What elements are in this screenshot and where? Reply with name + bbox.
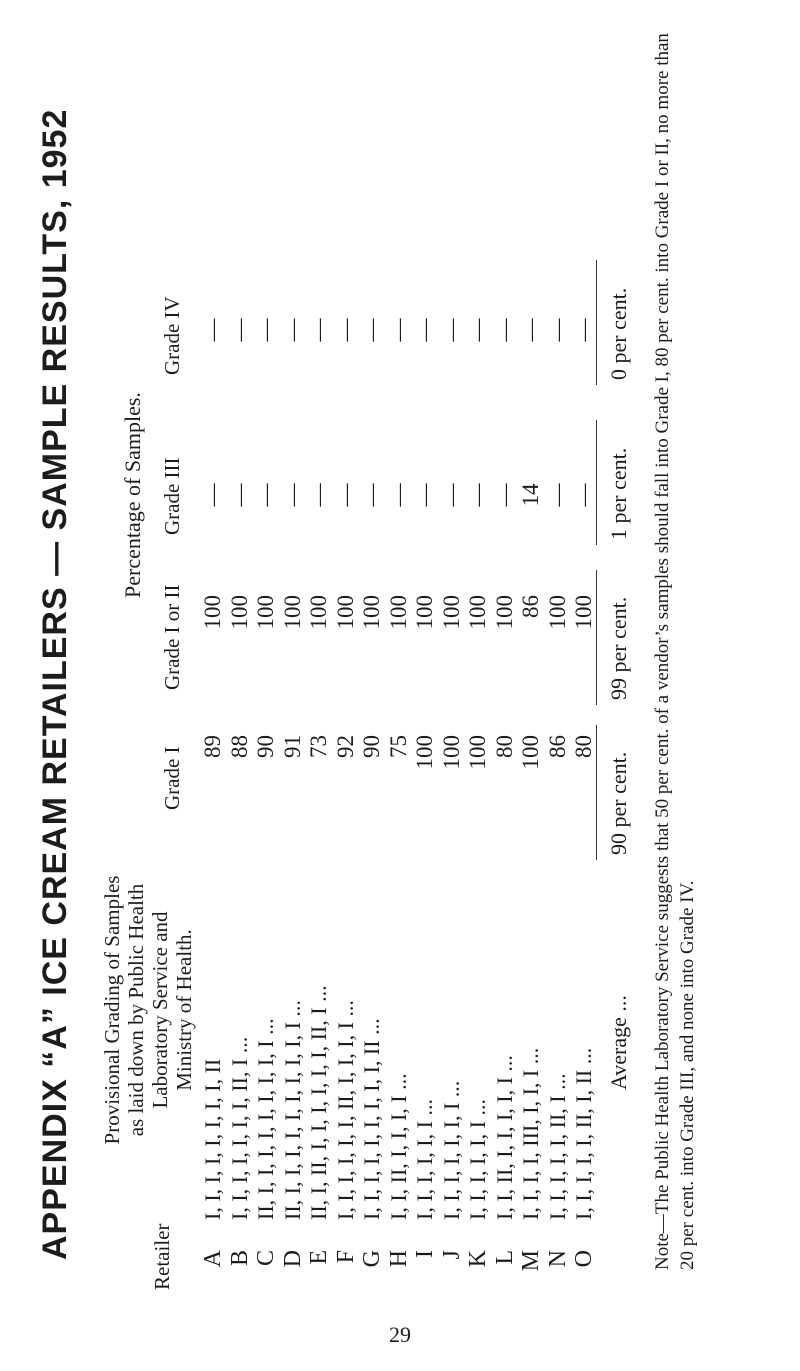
grade3-cell: — <box>306 483 331 507</box>
retailer-cell: I <box>412 1250 438 1258</box>
grade4-cell: — <box>332 318 358 342</box>
page-number: 29 <box>389 1322 411 1347</box>
grades-cell: I, I, I, I, I, I, II, I, I, I, I ... <box>332 1000 358 1220</box>
table-row <box>227 0 256 1300</box>
grade4-cell: — <box>385 318 411 342</box>
provisional-header-line: as laid down by Public Health <box>124 883 148 1137</box>
retailer-cell: D <box>279 1250 306 1268</box>
retailer-cell: J <box>438 1250 465 1260</box>
grade12-cell: 100 <box>412 595 437 630</box>
grade4-header: Grade IV <box>160 296 184 375</box>
retailer-cell: C <box>253 1250 279 1267</box>
grade1-cell: 89 <box>200 735 225 758</box>
table-row <box>359 0 388 1300</box>
grade4-cell: — <box>306 318 331 342</box>
grade1-cell: 73 <box>306 735 331 758</box>
grade1-cell: 100 <box>518 735 543 770</box>
grade3-cell: — <box>491 483 517 507</box>
grades-cell: I, I, I, I, I, I, I, II, I ... <box>226 1036 252 1220</box>
average-top-rule-3 <box>596 420 597 545</box>
grade3-cell: — <box>253 483 278 507</box>
grades-cell: II, I, I, I, I, I, I, I, I, I, I ... <box>279 1000 305 1220</box>
grade1-cell: 75 <box>385 735 411 758</box>
grades-cell: I, I, I, I, I, II, I, II ... <box>571 1047 596 1220</box>
grade1-header: Grade I <box>160 746 184 810</box>
table-row <box>439 0 468 1300</box>
grade1-cell: 88 <box>226 735 252 758</box>
average-top-rule-1 <box>596 725 597 860</box>
footnote: Note—The Public Health Laboratory Service suggests that 50 per cent. of a vendor’s samples should fall into Grade I, 80 per cent. into Grade I or II, no more than 20 per cent. into Grade III, and none into Grade IV. <box>652 33 698 1270</box>
grade3-cell: — <box>438 483 464 507</box>
grades-cell: II, I, I, I, I, I, I, I, I, I ... <box>253 1018 278 1220</box>
grade4-cell: — <box>438 318 464 342</box>
page-heading: APPENDIX “A” ICE CREAM RETAILERS — SAMPLE RESULTS, 1952 <box>36 108 74 1260</box>
grade1-cell: 100 <box>412 735 437 770</box>
table-row <box>545 0 574 1300</box>
grades-cell: I, I, I, I, I, I, I, I, II <box>200 1058 225 1220</box>
grade12-cell: 100 <box>544 595 570 630</box>
table-row <box>333 0 362 1300</box>
grade3-cell: — <box>544 483 570 507</box>
grade4-cell: — <box>518 318 543 342</box>
table-row <box>280 0 309 1300</box>
grades-cell: I, I, I, I, I, I ... <box>412 1099 437 1220</box>
grade3-cell: — <box>279 483 305 507</box>
grade3-header: Grade III <box>160 457 184 535</box>
grade1-cell: 92 <box>332 735 358 758</box>
average-top-rule-4 <box>596 260 597 385</box>
retailer-cell: N <box>544 1250 571 1268</box>
retailer-cell: B <box>226 1250 253 1267</box>
average-grade3: 1 per cent. <box>606 447 631 540</box>
grade1-cell: 100 <box>465 735 490 770</box>
table-row <box>412 0 441 1300</box>
grade12-cell: 100 <box>279 595 305 630</box>
percentage-header: Percentage of Samples. <box>120 392 145 598</box>
average-top-rule-2 <box>596 570 597 705</box>
retailer-cell: L <box>491 1250 518 1265</box>
average-grade1: 90 per cent. <box>606 751 631 855</box>
grade1-cell: 80 <box>571 735 596 758</box>
grade1-cell: 91 <box>279 735 305 758</box>
grade4-cell: — <box>491 318 517 342</box>
grade1-cell: 90 <box>359 735 384 758</box>
grade3-cell: — <box>332 483 358 507</box>
grades-cell: I, I, I, I, I, I, I ... <box>438 1080 464 1220</box>
grade12-cell: 100 <box>332 595 358 630</box>
grade4-cell: — <box>226 318 252 342</box>
retailer-cell: O <box>571 1250 597 1268</box>
table-row <box>518 0 547 1300</box>
retailer-cell: E <box>306 1250 332 1265</box>
grade12-cell: 100 <box>200 595 225 630</box>
grades-cell: II, I, II, I, I, I, I, I, I, II, I ... <box>306 985 331 1220</box>
grade12-cell: 86 <box>518 595 543 618</box>
provisional-header-line: Ministry of Health. <box>172 929 196 1091</box>
grade12-cell: 100 <box>226 595 252 630</box>
table-row <box>386 0 415 1300</box>
grade4-cell: — <box>200 318 225 342</box>
grade3-cell: — <box>465 483 490 507</box>
grade4-cell: — <box>279 318 305 342</box>
grade3-cell: — <box>200 483 225 507</box>
grade1-cell: 100 <box>438 735 464 770</box>
grade3-cell: — <box>385 483 411 507</box>
grade4-cell: — <box>544 318 570 342</box>
table-row <box>200 0 229 1300</box>
grades-cell: I, I, I, I, III, I, I, I ... <box>518 1047 543 1220</box>
grades-cell: I, I, II, I, I, I, I ... <box>385 1073 411 1220</box>
grade3-cell: — <box>571 483 596 507</box>
grade4-cell: — <box>412 318 437 342</box>
grade12-cell: 100 <box>359 595 384 630</box>
grades-cell: I, I, I, I, I, I, I, I, I, II ... <box>359 1018 384 1220</box>
grade12-cell: 100 <box>491 595 517 630</box>
grade3-cell: — <box>359 483 384 507</box>
grade4-cell: — <box>253 318 278 342</box>
grade12-cell: 100 <box>465 595 490 630</box>
grade4-cell: — <box>465 318 490 342</box>
grade4-cell: — <box>359 318 384 342</box>
provisional-grading-header <box>100 830 196 1190</box>
grade3-cell: 14 <box>518 483 543 507</box>
grades-cell: I, I, II, I, I, I, I, I ... <box>491 1055 517 1220</box>
retailer-cell: H <box>385 1250 412 1268</box>
grade1-cell: 80 <box>491 735 517 758</box>
grade3-cell: — <box>412 483 437 507</box>
grade1-cell: 90 <box>253 735 278 758</box>
average-grade4: 0 per cent. <box>606 287 631 380</box>
grade3-cell: — <box>226 483 252 507</box>
table-row <box>465 0 494 1300</box>
provisional-header-line: Laboratory Service and <box>148 911 172 1109</box>
retailer-cell: F <box>332 1250 359 1264</box>
average-label: Average ... <box>606 995 631 1090</box>
grade12-cell: 100 <box>306 595 331 630</box>
retailer-cell: A <box>200 1250 226 1268</box>
table-row <box>306 0 335 1300</box>
grades-cell: I, I, I, I, I, I ... <box>465 1099 490 1220</box>
grades-cell: I, I, I, I, I, II, I ... <box>544 1073 570 1220</box>
grade12-header: Grade I or II <box>160 584 184 690</box>
grade12-cell: 100 <box>385 595 411 630</box>
grade4-cell: — <box>571 318 596 342</box>
table-row <box>253 0 282 1300</box>
retailer-column-header: Retailer <box>150 1223 174 1290</box>
table-row <box>492 0 521 1300</box>
provisional-header-line: Provisional Grading of Samples <box>100 875 124 1145</box>
retailer-cell: K <box>465 1250 491 1268</box>
grade12-cell: 100 <box>571 595 596 630</box>
retailer-cell: G <box>359 1250 385 1268</box>
grade12-cell: 100 <box>438 595 464 630</box>
grade12-cell: 100 <box>253 595 278 630</box>
average-grade12: 99 per cent. <box>606 596 631 700</box>
grade1-cell: 86 <box>544 735 570 758</box>
retailer-cell: M <box>518 1250 544 1272</box>
